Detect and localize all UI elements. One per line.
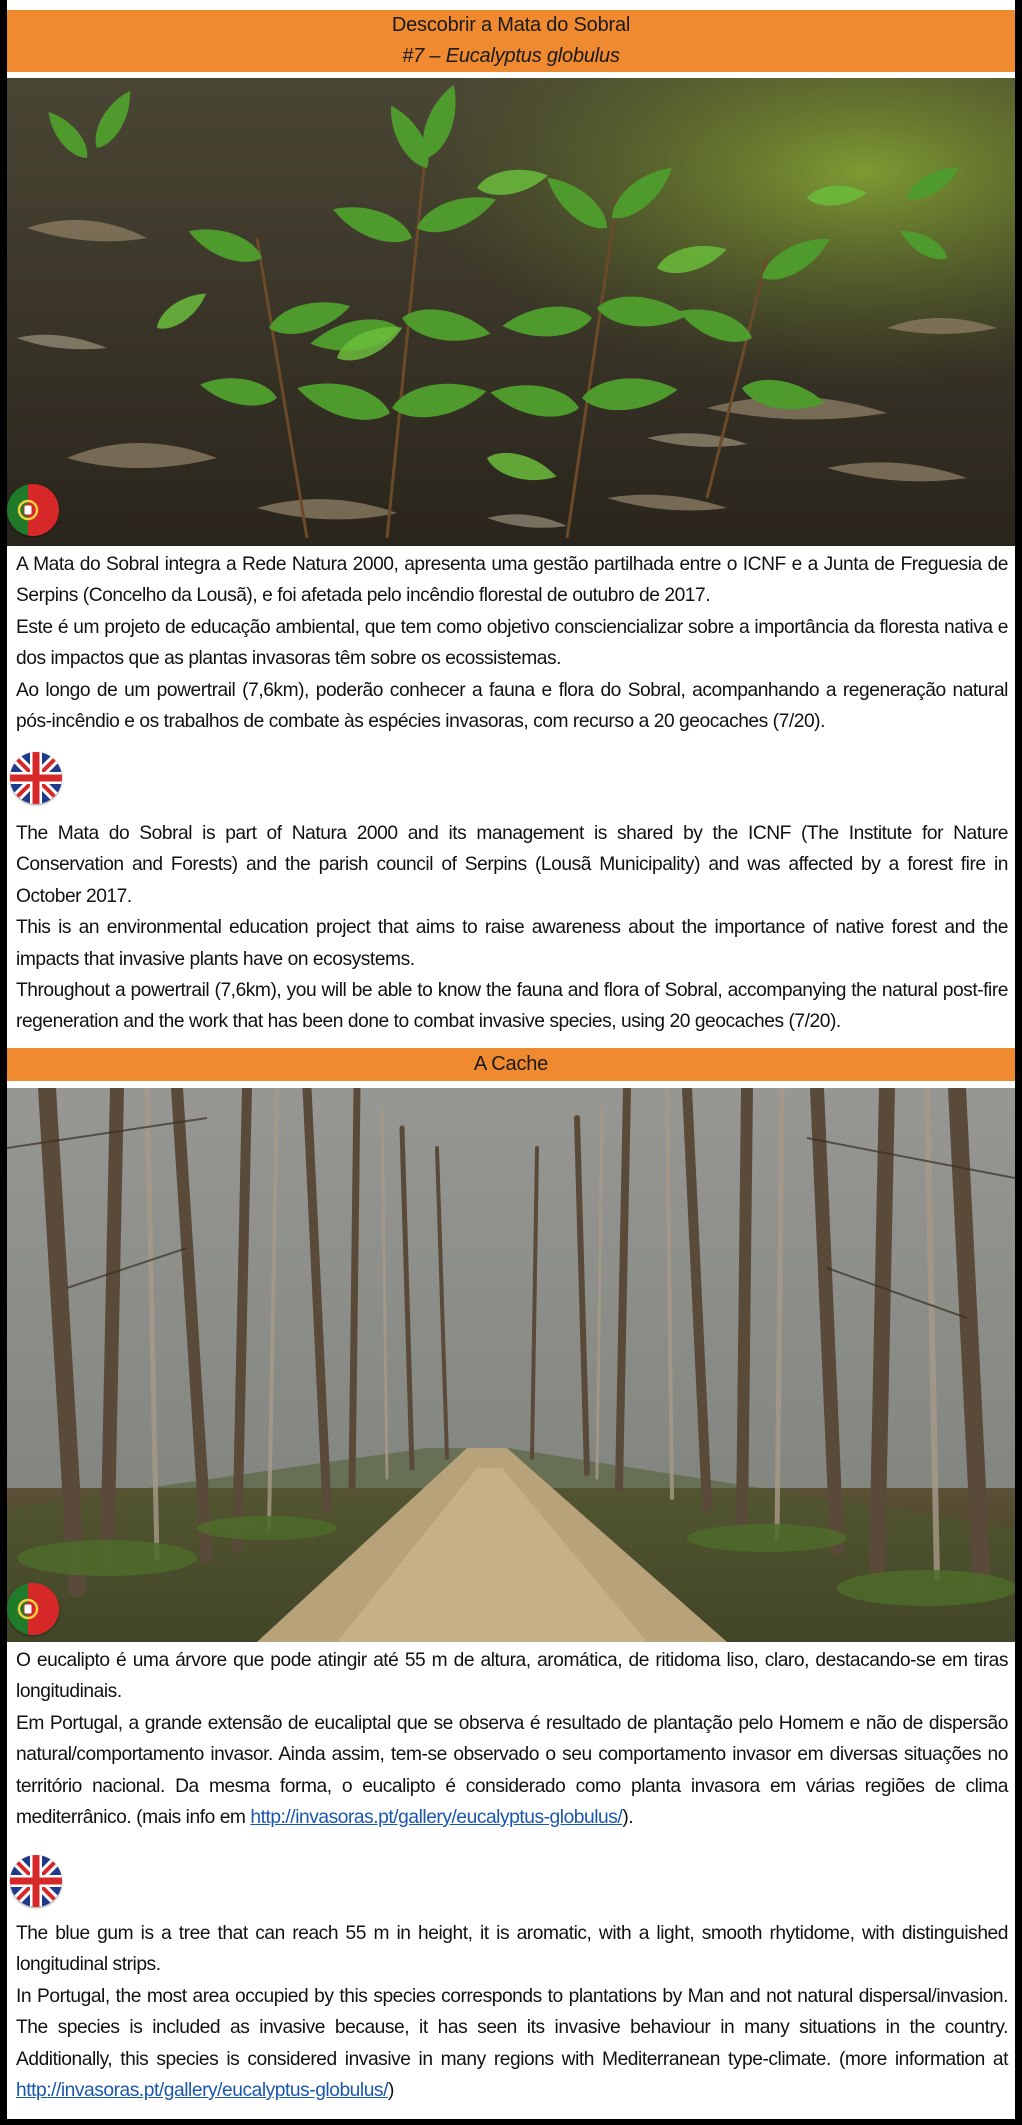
cache-text-en bbox=[16, 1918, 1008, 2106]
species-name: Eucalyptus globulus bbox=[445, 45, 620, 67]
intro-en-paragraph: This is an environmental education project that aims to raise awareness about the importance of native forest and the impacts that invasive plants have on ecosystems. bbox=[16, 917, 1008, 970]
cache-pt-paragraph: O eucalipto é uma árvore que pode atingir até 55 m de altura, aromática, de ritidoma liso, claro, destacando-se em tiras longitudinais. bbox=[16, 1650, 1008, 1703]
intro-en-paragraph: The Mata do Sobral is part of Natura 2000 and its management is shared by the ICNF (The Institute for Nature Conservation and Forests) and the parish council of Serpins (Lousã Municipality) and was affected by a forest fire in October 2017. bbox=[16, 823, 1008, 907]
uk-flag-icon bbox=[10, 752, 62, 804]
title-banner bbox=[7, 10, 1015, 72]
intro-en-paragraph: Throughout a powertrail (7,6km), you will be able to know the fauna and flora of Sobral, accompanying the natural post-fire regeneration and the work that has been done to combat invasive species, using 20 geocaches (7/20). bbox=[16, 980, 1008, 1033]
uk-flag-icon bbox=[10, 1855, 62, 1907]
page-title: Descobrir a Mata do Sobral bbox=[391, 14, 631, 36]
cache-pt-paragraph: Em Portugal, a grande extensão de eucaliptal que se observa é resultado de plantação pelo Homem e não de dispersão natural/comportamento invasor. Ainda assim, tem-se observado o seu comportamento invasor em diversas situações no território nacional. Da mesma forma, o eucalipto é considerado como planta invasora em várias regiões de clima mediterrânico. (mais info em http://invasoras.pt/gallery/eucalyptus-globulus/). bbox=[16, 1712, 1008, 1829]
cache-en-paragraph: The blue gum is a tree that can reach 55 m in height, it is aromatic, with a light, smooth rhytidome, with distinguished longitudinal strips. bbox=[16, 1923, 1008, 1976]
portugal-flag-icon bbox=[7, 1583, 59, 1635]
seedling-photo bbox=[7, 78, 1015, 546]
cache-section-banner bbox=[7, 1048, 1015, 1081]
invasoras-link[interactable]: http://invasoras.pt/gallery/eucalyptus-globulus/ bbox=[16, 2080, 388, 2102]
cache-en-paragraph: In Portugal, the most area occupied by this species corresponds to plantations by Man and not natural dispersal/invasion. The species is included as invasive because, it has seen its invasive behaviour in many situations in the country. Additionally, this species is considered invasive in many regions with Mediterranean type-climate. (more information at http://invasoras.pt/gallery/eucalyptus-globulus/) bbox=[16, 1985, 1008, 2102]
page bbox=[7, 0, 1015, 2119]
page-subtitle: #7 – Eucalyptus globulus bbox=[402, 45, 620, 67]
intro-pt-paragraph: Ao longo de um powertrail (7,6km), poderão conhecer a fauna e flora do Sobral, acompanhando a regeneração natural pós-incêndio e os trabalhos de combate às espécies invasoras, com recurso a 20 geocaches (7/20). bbox=[16, 679, 1008, 733]
intro-pt-paragraph: Este é um projeto de educação ambiental, que tem como objetivo consciencializar sobre a importância da floresta nativa e dos impactos que as plantas invasoras têm sobre os ecossistemas. bbox=[16, 616, 1008, 670]
cache-text-pt bbox=[16, 1645, 1008, 1833]
invasoras-link[interactable]: http://invasoras.pt/gallery/eucalyptus-globulus/ bbox=[250, 1807, 623, 1829]
intro-pt-paragraph: A Mata do Sobral integra a Rede Natura 2000, apresenta uma gestão partilhada entre o ICNF e a Junta de Freguesia de Serpins (Concelho da Lousã), e foi afetada pelo incêndio florestal de outubro de 2017. bbox=[16, 554, 1008, 607]
forest-path-photo bbox=[7, 1088, 1015, 1642]
intro-text-en bbox=[16, 818, 1008, 1038]
cache-section-title: A Cache bbox=[473, 1053, 549, 1075]
portugal-flag-icon bbox=[7, 484, 59, 536]
intro-text-pt bbox=[16, 549, 1008, 737]
